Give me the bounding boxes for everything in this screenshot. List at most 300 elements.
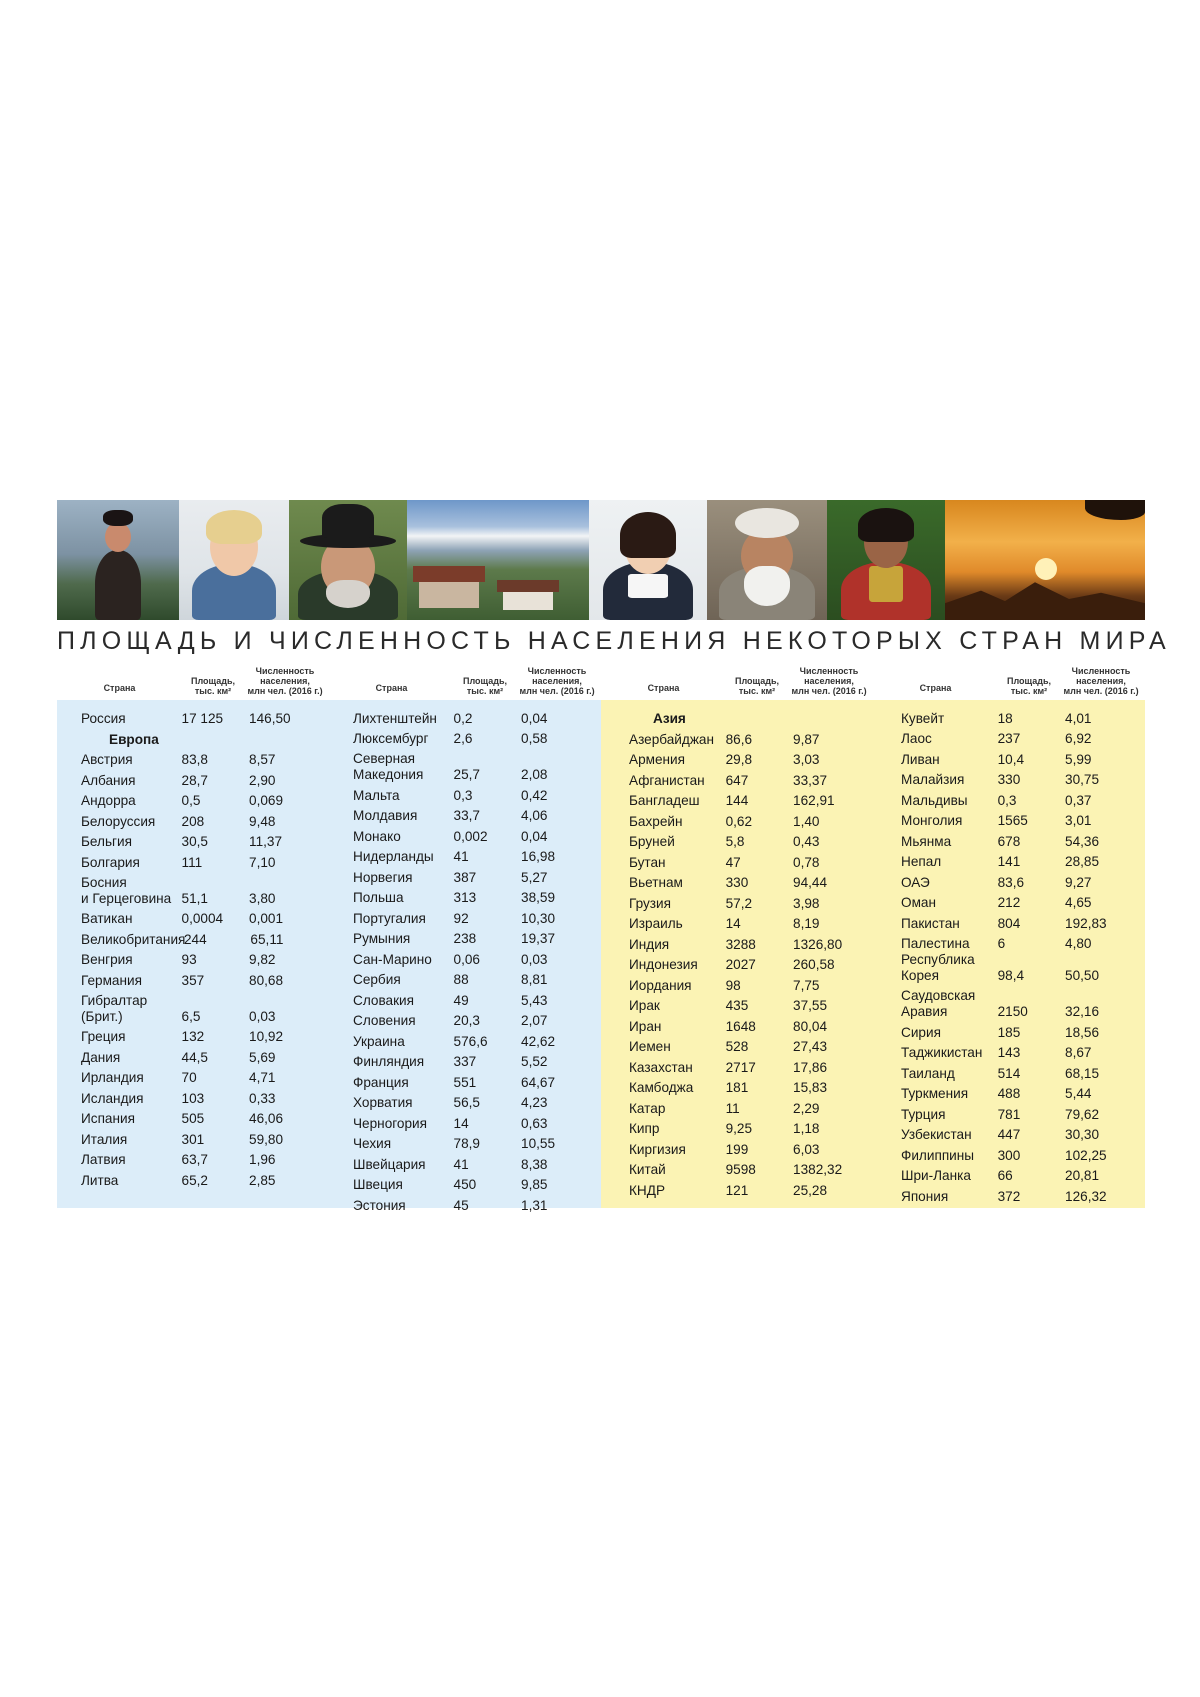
country-name: Иран	[629, 1018, 662, 1034]
country-name: Иордания	[629, 977, 692, 993]
country-population: 27,43	[793, 1039, 828, 1054]
country-name: Дания	[81, 1049, 121, 1065]
country-area: 30,5	[181, 834, 208, 849]
country-population: 9,48	[249, 813, 276, 829]
country-name: Норвегия	[353, 869, 413, 885]
country-name: Индия	[629, 936, 670, 952]
country-population: 94,44	[793, 875, 828, 890]
table-row	[329, 927, 601, 948]
header-row-asia	[601, 656, 1145, 700]
country-area: 300	[997, 1147, 1021, 1163]
country-name: Армения	[629, 752, 685, 767]
country-area: 83,6	[997, 874, 1025, 890]
country-population: 1,18	[793, 1121, 820, 1136]
country-area: 9,25	[725, 1121, 753, 1136]
country-area: 1565	[997, 813, 1028, 828]
country-name: Иемен	[629, 1039, 671, 1054]
country-area: 14	[453, 1115, 469, 1131]
country-population: 17,86	[793, 1059, 828, 1075]
photo-sunset-mountains	[945, 500, 1145, 620]
country-population: 46,06	[249, 1111, 284, 1126]
country-name: Монако	[353, 828, 401, 844]
region-heading	[57, 727, 329, 748]
table-row	[329, 1111, 601, 1132]
country-area: 17 125	[181, 710, 224, 726]
country-name: Сан-Марино	[353, 951, 432, 967]
country-population: 80,68	[249, 972, 284, 988]
country-population: 0,069	[249, 793, 284, 808]
country-area: 337	[453, 1054, 477, 1069]
country-name: Финляндия	[353, 1054, 425, 1069]
country-area: 0,3	[453, 787, 473, 803]
photo-old-man-turban	[707, 500, 827, 620]
country-population: 4,06	[521, 808, 548, 823]
country-area: 25,7	[453, 767, 480, 782]
table-row	[601, 953, 873, 974]
country-area: 63,7	[181, 1152, 208, 1167]
country-population: 15,83	[793, 1080, 828, 1095]
country-name: Словения	[353, 1013, 416, 1028]
country-area: 20,3	[453, 1013, 480, 1028]
table-row	[57, 1066, 329, 1087]
country-population: 1326,80	[793, 936, 843, 952]
country-population: 9,82	[249, 952, 276, 967]
table-row	[57, 1025, 329, 1046]
table-row	[57, 809, 329, 830]
country-name: Турция	[901, 1106, 946, 1122]
table-row	[57, 927, 329, 948]
country-area: 237	[997, 731, 1021, 746]
country-name: Палестина	[901, 936, 970, 951]
photo-schoolgirl	[589, 500, 707, 620]
table-row	[57, 1086, 329, 1107]
country-name: Азербайджан	[629, 731, 714, 747]
region-heading	[601, 706, 873, 727]
table-row	[873, 911, 1145, 932]
country-population: 0,58	[521, 731, 548, 746]
table-row	[329, 947, 601, 968]
country-population: 6,03	[793, 1141, 820, 1157]
table-row	[329, 968, 601, 989]
country-name: Бангладеш	[629, 793, 700, 808]
country-population: 0,42	[521, 787, 548, 803]
country-population: 5,44	[1065, 1086, 1092, 1101]
country-area: 5,8	[725, 834, 745, 849]
country-name: Вьетнам	[629, 875, 683, 890]
table-row	[57, 1045, 329, 1066]
table-row	[329, 865, 601, 886]
country-area: 781	[997, 1106, 1021, 1122]
country-area: 372	[997, 1188, 1021, 1204]
country-name: Латвия	[81, 1152, 126, 1167]
country-name: Сирия	[901, 1024, 941, 1040]
country-area: 132	[181, 1029, 205, 1044]
country-area: 0,002	[453, 828, 488, 844]
table-row	[601, 1076, 873, 1097]
country-name: Словакия	[353, 992, 414, 1008]
country-area: 528	[725, 1039, 749, 1054]
country-area: 505	[181, 1111, 205, 1126]
country-name: Сербия	[353, 972, 401, 987]
country-area: 92	[453, 910, 469, 926]
country-name: Польша	[353, 890, 404, 905]
country-area: 41	[453, 849, 469, 864]
country-population: 4,80	[1065, 936, 1092, 951]
country-area: 83,8	[181, 752, 208, 767]
country-population: 0,37	[1065, 792, 1092, 808]
country-population: 1,31	[521, 1197, 548, 1213]
country-population: 5,52	[521, 1054, 548, 1069]
country-name: Катар	[629, 1100, 666, 1116]
table-row	[57, 871, 329, 907]
country-population: 0,43	[793, 834, 820, 849]
country-name: Оман	[901, 895, 936, 910]
table-row	[873, 984, 1145, 1020]
country-area: 141	[997, 854, 1021, 869]
country-name: Эстония	[353, 1197, 406, 1213]
country-population: 42,62	[521, 1033, 556, 1049]
table-row	[601, 1178, 873, 1199]
table-row	[601, 973, 873, 994]
table-row	[873, 809, 1145, 830]
asia-table-body	[601, 700, 1145, 1208]
country-population: 79,62	[1065, 1106, 1100, 1122]
country-area: 44,5	[181, 1049, 208, 1065]
country-population: 162,91	[793, 793, 835, 808]
table-row	[601, 994, 873, 1015]
country-name: Румыния	[353, 931, 411, 946]
country-population: 33,37	[793, 772, 828, 788]
country-area: 330	[997, 772, 1021, 787]
country-population: 20,81	[1065, 1168, 1100, 1183]
table-row	[57, 907, 329, 928]
asia-half	[601, 656, 1145, 1208]
country-area: 212	[997, 895, 1021, 910]
country-population: 8,57	[249, 752, 276, 767]
table-row	[873, 952, 1145, 984]
country-population: 192,83	[1065, 915, 1107, 931]
table-column-2	[329, 700, 601, 1213]
country-population: 8,19	[793, 916, 820, 931]
header-population: Численность населения, млн чел. (2016 г.)	[247, 666, 323, 696]
country-area: 0,0004	[181, 911, 224, 926]
country-name: Пакистан	[901, 915, 960, 931]
country-population: 0,03	[249, 1008, 276, 1024]
country-population: 65,11	[250, 931, 284, 947]
country-area: 98	[725, 977, 741, 993]
country-population: 10,55	[521, 1136, 556, 1151]
country-population: 260,58	[793, 957, 835, 972]
country-population: 7,10	[249, 854, 276, 870]
country-area: 41	[453, 1156, 469, 1172]
country-area: 181	[725, 1080, 749, 1095]
country-name: Греция	[81, 1029, 126, 1044]
country-name: Гибралтар (Брит.)	[81, 992, 148, 1024]
country-area: 0,2	[453, 710, 473, 726]
table-row	[601, 891, 873, 912]
country-area: 208	[181, 813, 205, 829]
table-row	[873, 1020, 1145, 1041]
country-population: 2,07	[521, 1013, 548, 1028]
table-column-4	[873, 700, 1145, 1208]
country-population: 3,80	[249, 890, 276, 906]
country-name: Испания	[81, 1111, 135, 1126]
country-area: 804	[997, 915, 1021, 931]
country-population: 16,98	[521, 849, 556, 864]
country-name: Швеция	[353, 1177, 403, 1192]
country-population: 9,87	[793, 731, 820, 747]
country-population: 0,04	[521, 710, 548, 726]
country-area: 28,7	[181, 772, 208, 788]
country-name: Швейцария	[353, 1156, 426, 1172]
country-population: 59,80	[249, 1131, 284, 1147]
table-column-3	[601, 700, 873, 1208]
country-name: Украина	[353, 1033, 405, 1049]
photo-woman-necklace	[827, 500, 945, 620]
table-row	[329, 886, 601, 907]
table-row	[329, 1152, 601, 1173]
country-area: 57,2	[725, 895, 753, 911]
table-row	[329, 845, 601, 866]
table-row	[873, 788, 1145, 809]
country-population: 19,37	[521, 931, 556, 946]
country-population: 10,30	[521, 910, 556, 926]
header-group-1	[57, 656, 329, 700]
country-name: Ирландия	[81, 1070, 144, 1085]
country-population: 30,75	[1065, 772, 1100, 787]
table-row	[329, 1132, 601, 1153]
country-population: 0,04	[521, 828, 548, 844]
country-area: 447	[997, 1127, 1021, 1142]
country-area: 33,7	[453, 808, 480, 823]
country-name: Германия	[81, 972, 142, 988]
table-row	[873, 1143, 1145, 1164]
table-row	[57, 1148, 329, 1169]
country-name: Казахстан	[629, 1059, 693, 1075]
country-area: 66	[997, 1168, 1013, 1183]
country-name: Израиль	[629, 916, 683, 931]
country-population: 80,04	[793, 1018, 828, 1034]
table-row	[57, 968, 329, 989]
country-area: 98,4	[997, 968, 1025, 983]
country-area: 88	[453, 972, 469, 987]
country-population: 1,40	[793, 813, 820, 829]
table-row	[601, 850, 873, 871]
table-row	[329, 747, 601, 783]
header-country: Страна	[103, 683, 136, 693]
country-area: 576,6	[453, 1033, 488, 1049]
country-name: Киргизия	[629, 1141, 686, 1157]
country-name: Грузия	[629, 895, 671, 911]
country-population: 18,56	[1065, 1024, 1100, 1040]
country-area: 144	[725, 793, 749, 808]
table-row	[873, 706, 1145, 727]
country-name: Япония	[901, 1188, 949, 1204]
table-row	[601, 1014, 873, 1035]
country-name: Чехия	[353, 1136, 392, 1151]
country-name: Таджикистан	[901, 1045, 983, 1060]
table-row	[57, 1107, 329, 1128]
country-name: Лаос	[901, 731, 932, 746]
country-area: 199	[725, 1141, 749, 1157]
country-area: 301	[181, 1131, 205, 1147]
country-population: 0,03	[521, 951, 548, 967]
table-row	[873, 727, 1145, 748]
country-area: 238	[453, 931, 477, 946]
table-row	[329, 1029, 601, 1050]
country-population: 5,99	[1065, 751, 1092, 767]
table-row	[329, 1193, 601, 1214]
table-row	[57, 948, 329, 969]
country-name: Черногория	[353, 1115, 427, 1131]
country-population: 2,08	[521, 767, 548, 782]
country-area: 647	[725, 772, 749, 788]
table-row	[329, 824, 601, 845]
country-name: Бахрейн	[629, 813, 683, 829]
country-area: 29,8	[725, 752, 753, 767]
country-population: 7,75	[793, 977, 820, 993]
table-row	[329, 906, 601, 927]
country-population: 11,37	[249, 834, 283, 849]
country-name: Бутан	[629, 854, 666, 870]
country-name: Северная Македония	[353, 751, 424, 782]
country-area: 1648	[725, 1018, 756, 1034]
country-area: 244	[184, 931, 207, 947]
table-row	[329, 727, 601, 748]
country-population: 64,67	[521, 1074, 556, 1090]
country-name: Мьянма	[901, 833, 952, 849]
header-country: Страна	[919, 683, 952, 693]
country-population: 126,32	[1065, 1188, 1107, 1204]
country-population: 3,03	[793, 752, 820, 767]
country-area: 3288	[725, 936, 756, 952]
header-row-europe	[57, 656, 601, 700]
table-row	[873, 1061, 1145, 1082]
photo-alpine-village	[407, 500, 589, 620]
table-row	[601, 789, 873, 810]
country-area: 313	[453, 890, 477, 905]
country-name: Ливан	[901, 751, 940, 767]
country-name: Афганистан	[629, 772, 705, 788]
header-population: Численность населения, млн чел. (2016 г.)	[1063, 666, 1139, 696]
country-name: Мальта	[353, 787, 400, 803]
country-area: 2,6	[453, 731, 473, 746]
country-area: 2717	[725, 1059, 756, 1075]
country-area: 450	[453, 1177, 477, 1192]
country-population: 3,98	[793, 895, 820, 911]
country-area: 78,9	[453, 1136, 480, 1151]
header-country: Страна	[647, 683, 680, 693]
table-row	[601, 912, 873, 933]
country-name: Непал	[901, 854, 942, 869]
table-row	[601, 1117, 873, 1138]
country-name: Австрия	[81, 752, 133, 767]
country-name: Кипр	[629, 1121, 660, 1136]
country-population: 30,30	[1065, 1127, 1100, 1142]
country-name: Молдавия	[353, 808, 418, 823]
country-name: Таиланд	[901, 1065, 955, 1081]
table-row	[601, 768, 873, 789]
country-name: Великобритания	[81, 931, 186, 947]
country-population: 0,78	[793, 854, 820, 870]
country-area: 14	[725, 916, 741, 931]
country-name: Камбоджа	[629, 1080, 694, 1095]
country-name: Албания	[81, 772, 136, 788]
country-population: 0,001	[249, 911, 284, 926]
country-name: Хорватия	[353, 1095, 413, 1110]
country-name: КНДР	[629, 1182, 666, 1198]
country-population: 9,85	[521, 1177, 548, 1192]
table-column-1	[57, 700, 329, 1208]
table-row	[329, 804, 601, 825]
country-population: 50,50	[1065, 968, 1100, 983]
country-population: 54,36	[1065, 833, 1100, 849]
country-name: Белоруссия	[81, 813, 156, 829]
country-area: 185	[997, 1024, 1021, 1040]
header-population: Численность населения, млн чел. (2016 г.)	[519, 666, 595, 696]
table-row	[873, 768, 1145, 789]
country-population: 2,85	[249, 1172, 276, 1188]
table-row	[329, 1091, 601, 1112]
country-area: 6	[997, 936, 1006, 951]
country-population: 102,25	[1065, 1147, 1107, 1163]
country-area: 45	[453, 1197, 469, 1213]
country-name: Шри-Ланка	[901, 1168, 971, 1183]
europe-table-body	[57, 700, 601, 1213]
country-area: 18	[997, 710, 1013, 726]
country-population: 25,28	[793, 1182, 828, 1198]
country-area: 330	[725, 875, 749, 890]
country-population: 4,71	[249, 1070, 276, 1085]
country-population: 3,01	[1065, 813, 1092, 828]
country-population: 4,01	[1065, 710, 1092, 726]
country-population: 8,38	[521, 1156, 548, 1172]
country-population: 38,59	[521, 890, 556, 905]
table-row	[873, 1184, 1145, 1205]
country-area: 47	[725, 854, 741, 870]
country-name: Болгария	[81, 854, 140, 870]
table-row	[57, 850, 329, 871]
country-name: Италия	[81, 1131, 128, 1147]
photo-bagpiper	[57, 500, 179, 620]
header-group-2	[329, 656, 601, 700]
table-row	[873, 1164, 1145, 1185]
table-row	[601, 1035, 873, 1056]
country-area: 103	[181, 1090, 205, 1106]
country-area: 111	[181, 854, 203, 870]
table-row	[57, 1127, 329, 1148]
table-row	[873, 850, 1145, 871]
country-population: 4,65	[1065, 895, 1092, 910]
country-name: Саудовская Аравия	[901, 988, 976, 1019]
table-row	[329, 1050, 601, 1071]
country-name: Лихтенштейн	[353, 710, 437, 726]
country-population: 1,96	[249, 1152, 276, 1167]
country-area: 514	[997, 1065, 1021, 1081]
table-row	[873, 1102, 1145, 1123]
table-row	[873, 1041, 1145, 1062]
country-area: 49	[453, 992, 469, 1008]
country-population: 9,27	[1065, 874, 1092, 890]
table-row	[329, 783, 601, 804]
country-area: 51,1	[181, 890, 208, 906]
country-name: Китай	[629, 1162, 666, 1177]
country-population: 28,85	[1065, 854, 1100, 869]
country-area: 0,62	[725, 813, 753, 829]
country-name: Бруней	[629, 834, 675, 849]
country-area: 357	[181, 972, 205, 988]
header-group-4	[873, 656, 1145, 700]
